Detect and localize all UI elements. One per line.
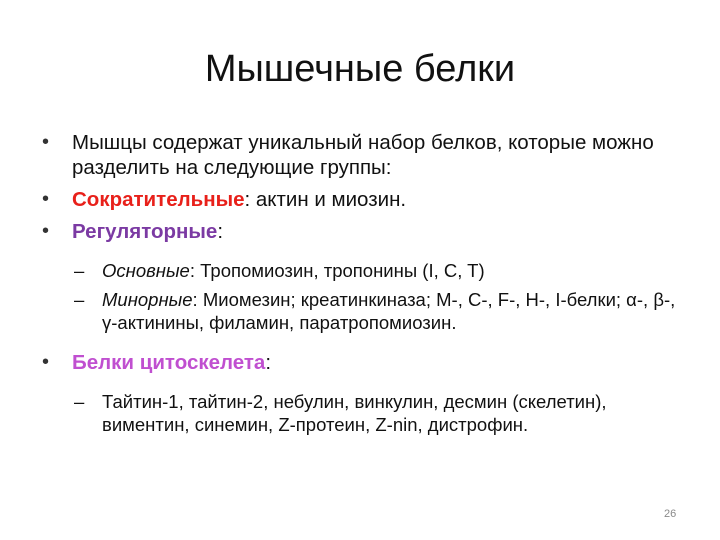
cytoskeleton-label: Белки цитоскелета (72, 351, 266, 374)
bullet-item-regulatory (40, 219, 690, 244)
minor-label: Минорные (102, 289, 193, 310)
dash-icon: – (74, 260, 85, 281)
dash-icon: – (74, 391, 85, 412)
cytoskeleton-list: Тайтин-1, тайтин-2, небулин, винкулин, десмин (скелетин), виментин, синемин, Z-протеин, Z-nin, дистрофин. (102, 391, 607, 435)
bullet-item-groups (40, 130, 690, 180)
bullet-icon: • (42, 220, 50, 242)
page-number: 26 (664, 508, 677, 520)
sub-item-minor (40, 288, 690, 334)
slide-content (40, 130, 690, 442)
regulatory-label: Регуляторные (72, 220, 218, 243)
bullet-icon: • (42, 351, 50, 373)
regulatory-text: : (217, 220, 224, 243)
sub-item-main (40, 259, 690, 282)
contractile-label: Сократительные (72, 188, 245, 211)
contractile-text: : актин и миозин. (244, 188, 407, 211)
cytoskeleton-text: : (265, 351, 272, 374)
dash-icon: – (74, 289, 85, 310)
main-label: Основные (102, 260, 190, 281)
bullet-icon: • (42, 188, 50, 210)
minor-text: : Миомезин; креатинкиназа; М-, С-, F-, H-, I-белки; α-, β-, γ-актинины, филамин, паратропомиозин. (102, 289, 676, 333)
main-text: : Тропомиозин, тропонины (I, C, T) (189, 260, 485, 281)
slide-title: Мышечные белки (204, 48, 516, 90)
bullet-item-cytoskeleton (40, 350, 690, 375)
bullet-icon: • (42, 131, 50, 153)
sub-item-cytoskeleton (40, 390, 690, 436)
bullet-text: Мышцы содержат уникальный набор белков, которые можно разделить на следующие группы: (72, 131, 654, 179)
bullet-item-contractile (40, 187, 690, 212)
